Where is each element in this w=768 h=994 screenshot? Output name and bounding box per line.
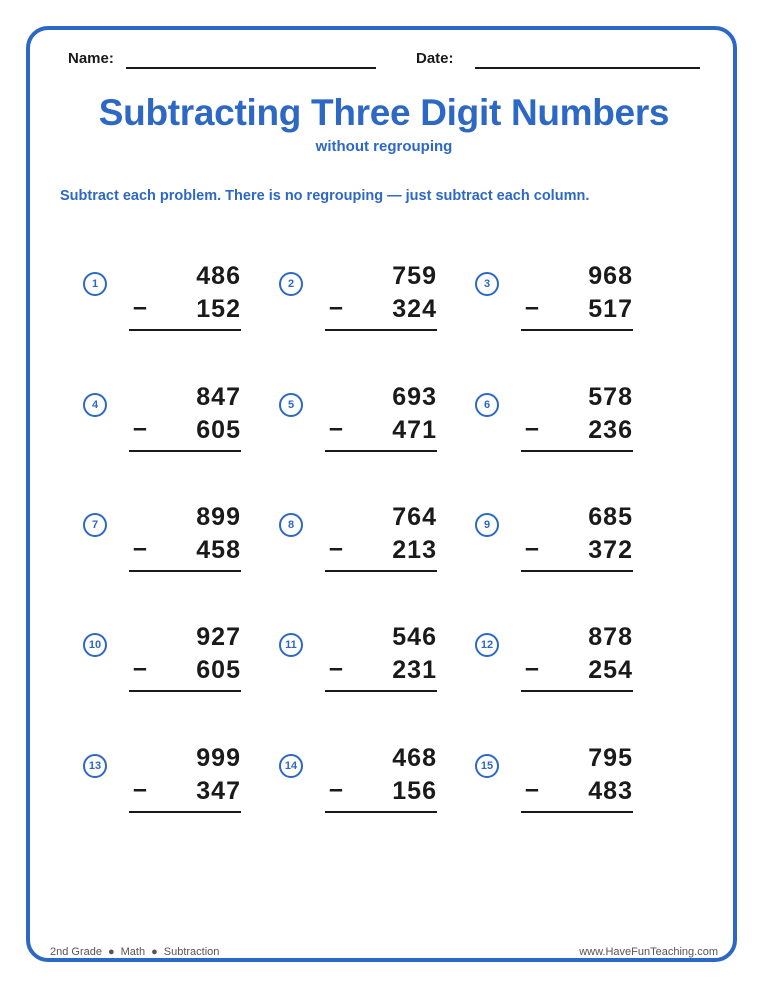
subtrahend: 372 [588, 536, 633, 564]
footer-website: www.HaveFunTeaching.com [579, 946, 718, 958]
minuend: 795 [588, 744, 633, 772]
footer-tags [50, 946, 219, 958]
answer-line[interactable] [521, 450, 633, 452]
subtrahend: 458 [196, 536, 241, 564]
minus-sign: – [525, 654, 539, 682]
minus-sign: – [329, 775, 343, 803]
problem-14 [279, 744, 449, 824]
answer-line[interactable] [129, 329, 241, 331]
problem-10 [83, 623, 253, 703]
minus-sign: – [329, 654, 343, 682]
minuend: 878 [588, 623, 633, 651]
instructions: Subtract each problem. There is no regrouping — just subtract each column. [60, 188, 590, 204]
bullet-icon: ● [107, 946, 115, 958]
subtrahend: 347 [196, 777, 241, 805]
problem-9 [475, 503, 645, 583]
minus-sign: – [133, 293, 147, 321]
minuend: 693 [392, 383, 437, 411]
minus-sign: – [329, 293, 343, 321]
subtrahend: 324 [392, 295, 437, 323]
problem-number-badge: 2 [279, 272, 303, 296]
problem-11 [279, 623, 449, 703]
problem-5 [279, 383, 449, 463]
problem-number-badge: 3 [475, 272, 499, 296]
name-field-line[interactable] [126, 67, 376, 69]
problem-12 [475, 623, 645, 703]
answer-line[interactable] [129, 811, 241, 813]
subtrahend: 605 [196, 656, 241, 684]
subtrahend: 213 [392, 536, 437, 564]
minus-sign: – [525, 775, 539, 803]
problem-number-badge: 10 [83, 633, 107, 657]
problem-7 [83, 503, 253, 583]
answer-line[interactable] [521, 570, 633, 572]
minus-sign: – [329, 414, 343, 442]
minuend: 847 [196, 383, 241, 411]
answer-line[interactable] [521, 811, 633, 813]
problem-number-badge: 15 [475, 754, 499, 778]
minuend: 486 [196, 262, 241, 290]
problem-number-badge: 13 [83, 754, 107, 778]
answer-line[interactable] [325, 811, 437, 813]
minuend: 927 [196, 623, 241, 651]
problem-number-badge: 11 [279, 633, 303, 657]
minuend: 685 [588, 503, 633, 531]
answer-line[interactable] [129, 450, 241, 452]
subtrahend: 156 [392, 777, 437, 805]
minus-sign: – [133, 414, 147, 442]
minuend: 546 [392, 623, 437, 651]
subtrahend: 254 [588, 656, 633, 684]
minus-sign: – [133, 775, 147, 803]
subtrahend: 471 [392, 416, 437, 444]
minus-sign: – [329, 534, 343, 562]
date-field-line[interactable] [475, 67, 700, 69]
subtrahend: 236 [588, 416, 633, 444]
minuend: 999 [196, 744, 241, 772]
answer-line[interactable] [521, 690, 633, 692]
worksheet-subtitle: without regrouping [315, 138, 453, 155]
problem-number-badge: 12 [475, 633, 499, 657]
minus-sign: – [525, 293, 539, 321]
answer-line[interactable] [521, 329, 633, 331]
answer-line[interactable] [129, 690, 241, 692]
problem-8 [279, 503, 449, 583]
name-label: Name: [68, 50, 114, 67]
problem-number-badge: 7 [83, 513, 107, 537]
minuend: 968 [588, 262, 633, 290]
answer-line[interactable] [325, 570, 437, 572]
footer-tag-grade: 2nd Grade [50, 946, 102, 958]
minus-sign: – [133, 654, 147, 682]
answer-line[interactable] [325, 450, 437, 452]
minuend: 759 [392, 262, 437, 290]
problem-number-badge: 4 [83, 393, 107, 417]
problem-number-badge: 14 [279, 754, 303, 778]
minus-sign: – [133, 534, 147, 562]
footer-tag-subject: Math [120, 946, 146, 958]
worksheet-title: Subtracting Three Digit Numbers [98, 92, 670, 133]
problem-number-badge: 9 [475, 513, 499, 537]
problem-1 [83, 262, 253, 342]
problem-number-badge: 5 [279, 393, 303, 417]
subtrahend: 231 [392, 656, 437, 684]
problem-13 [83, 744, 253, 824]
date-label: Date: [416, 50, 454, 67]
subtrahend: 605 [196, 416, 241, 444]
problem-6 [475, 383, 645, 463]
minuend: 899 [196, 503, 241, 531]
answer-line[interactable] [129, 570, 241, 572]
problem-3 [475, 262, 645, 342]
subtrahend: 483 [588, 777, 633, 805]
minuend: 468 [392, 744, 437, 772]
bullet-icon: ● [151, 946, 158, 958]
minuend: 764 [392, 503, 437, 531]
minuend: 578 [588, 383, 633, 411]
problem-number-badge: 1 [83, 272, 107, 296]
problem-2 [279, 262, 449, 342]
answer-line[interactable] [325, 329, 437, 331]
problem-4 [83, 383, 253, 463]
problem-number-badge: 6 [475, 393, 499, 417]
subtrahend: 517 [588, 295, 633, 323]
footer-tag-topic: Subtraction [163, 946, 220, 958]
subtrahend: 152 [196, 295, 241, 323]
problem-15 [475, 744, 645, 824]
minus-sign: – [525, 414, 539, 442]
answer-line[interactable] [325, 690, 437, 692]
minus-sign: – [525, 534, 539, 562]
problem-number-badge: 8 [279, 513, 303, 537]
